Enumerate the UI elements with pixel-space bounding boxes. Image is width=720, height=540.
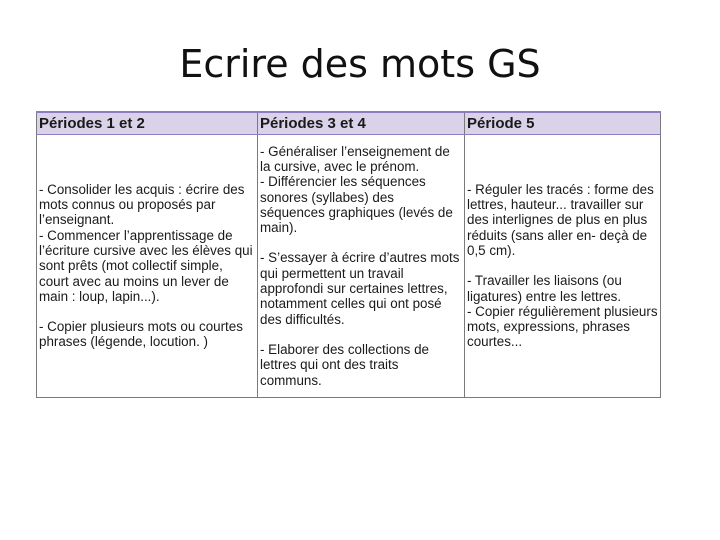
spacer (39, 304, 255, 319)
page-title: Ecrire des mots GS (179, 42, 541, 86)
list-item: - Différencier les séquences sonores (syllabes) des séquences graphiques (levés de main). (260, 174, 453, 236)
list-item: - Généraliser l’enseignement de la cursive, avec le prénom. (260, 143, 450, 174)
list-item: - S’essayer à écrire d’autres mots qui permettent un travail approfondi sur certaines lettres, notamment celles qui ont posé des difficultés. (260, 250, 460, 327)
spacer (260, 235, 462, 250)
periods-table (36, 111, 661, 398)
list-item: - Consolider les acquis : écrire des mots connus ou proposés par l’enseignant. (39, 181, 245, 228)
list-item: - Copier plusieurs mots ou courtes phrases (légende, locution. ) (39, 319, 243, 350)
table-row (37, 134, 661, 398)
list-item: - Commencer l’apprentissage de l’écriture cursive avec les élèves qui sont prêts (mot collectif simple, court avec au moins un lever de main : loup, lapin...). (39, 227, 253, 304)
list-item: - Réguler les tracés : forme des lettres, hauteur... travailler sur des interlignes de plus en plus réduits (sans aller en- deçà de 0,5 cm). (467, 181, 654, 258)
list-item: - Travailler les liaisons (ou ligatures) entre les lettres. (467, 273, 622, 304)
periods-table-container (36, 111, 660, 398)
table-header-row (37, 112, 661, 134)
header-periods-3-4: Périodes 3 et 4 (258, 112, 465, 134)
cell-periods-3-4 (258, 134, 465, 398)
spacer (260, 327, 462, 342)
list-item: - Copier régulièrement plusieurs mots, expressions, phrases courtes... (467, 303, 658, 350)
header-period-5: Période 5 (465, 112, 661, 134)
spacer (467, 258, 658, 273)
header-periods-1-2: Périodes 1 et 2 (37, 112, 258, 134)
list-item: - Elaborer des collections de lettres qui ont des traits communs. (260, 341, 429, 388)
cell-period-5 (465, 134, 661, 398)
cell-periods-1-2 (37, 134, 258, 398)
